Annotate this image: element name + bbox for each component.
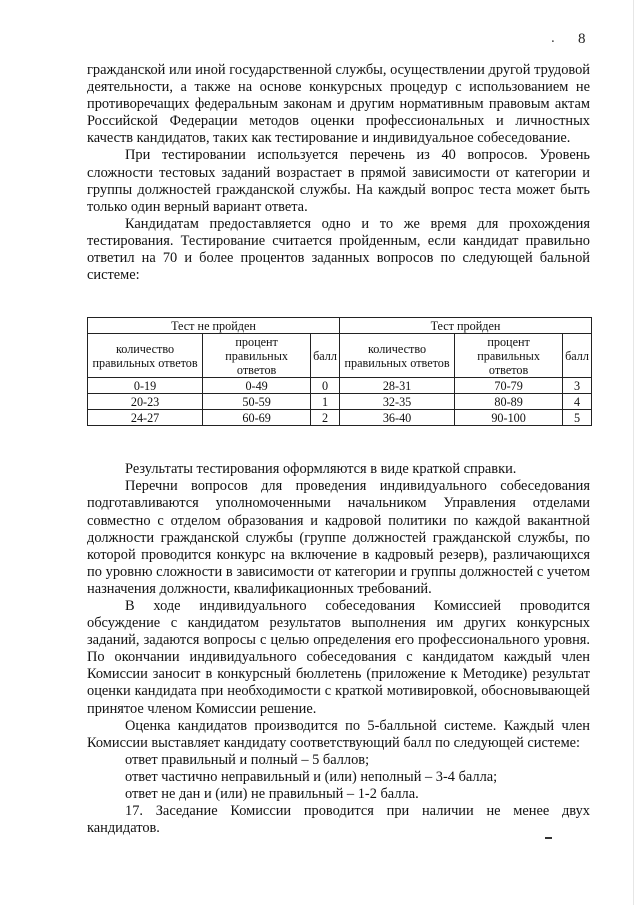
- table-group-passed: Тест пройден: [339, 318, 591, 334]
- paragraph-candidates-time: Кандидатам предоставляется одно и то же время для прохождения тестирования. Тестирование считается пройденным, если кандидат правильно ответил на 70 и более процентов заданных вопросов по следующей бальной системе:: [87, 215, 590, 284]
- table-cell: 0: [311, 378, 340, 394]
- table-cell: 28-31: [339, 378, 454, 394]
- paragraph-interview: В ходе индивидуального собеседования Комиссией проводится обсуждение с кандидатом результатов выполнения им других конкурсных заданий, задаются вопросы с целью определения его профессионального уровня. По окончании индивидуального собеседования с кандидатом каждый член Комиссии заносит в конкурсный бюллетень (приложение к Методике) результат оценки кандидата при необходимости с краткой мотивировкой, обосновывающей принятое членом Комиссии решение.: [87, 597, 590, 717]
- col-count-failed: количество правильных ответов: [88, 334, 203, 378]
- table-cell: 60-69: [203, 410, 311, 426]
- col-score-failed: балл: [311, 334, 340, 378]
- table-cell: 70-79: [455, 378, 563, 394]
- table-cell: 2: [311, 410, 340, 426]
- table-cell: 0-49: [203, 378, 311, 394]
- table-row: [88, 378, 592, 394]
- table-row: [88, 394, 592, 410]
- table-cell: 0-19: [88, 378, 203, 394]
- paragraph-question-lists: Перечни вопросов для проведения индивидуального собеседования подготавливаются уполномоченными начальником Управления отделами совместно с отделом образования и кадровой политики по каждой вакантной должности гражданской службы (группе должностей гражданской службы, по которой проводится конкурс на включение в кадровый резерв), различающихся по уровню сложности в зависимости от категории и группы должностей с учетом назначения должности, квалификационных требований.: [87, 478, 590, 597]
- table-cell: 90-100: [455, 410, 563, 426]
- list-item: ответ правильный и полный – 5 баллов;: [125, 751, 370, 768]
- table-row: [88, 410, 592, 426]
- table-cell: 3: [563, 378, 592, 394]
- table-group-failed: Тест не пройден: [88, 318, 340, 334]
- table-cell: 50-59: [203, 394, 311, 410]
- col-percent-passed: процент правильных ответов: [455, 334, 563, 378]
- page-number: 8: [578, 31, 586, 47]
- col-percent-failed: процент правильных ответов: [203, 334, 311, 378]
- document-body: [87, 62, 590, 837]
- paragraph-testing: При тестировании используется перечень из 40 вопросов. Уровень сложности тестовых заданий возрастает в прямой зависимости от категории и группы должностей гражданской службы. На каждый вопрос теста может быть только один верный вариант ответа.: [87, 147, 590, 215]
- paragraph-results: Результаты тестирования оформляются в виде краткой справки.: [125, 461, 517, 478]
- paragraph-evaluation: Оценка кандидатов производится по 5-балльной системе. Каждый член Комиссии выставляет кандидату соответствующий балл по следующей системе:: [87, 717, 590, 751]
- list-item: ответ частично неправильный и (или) неполный – 3-4 балла;: [125, 768, 498, 785]
- page-dot: .: [551, 30, 555, 46]
- table-cell: 4: [563, 394, 592, 410]
- table-cell: 80-89: [455, 394, 563, 410]
- paragraph-item-17: 17. Заседание Комиссии проводится при наличии не менее двух кандидатов.: [87, 803, 590, 837]
- table-cell: 20-23: [88, 394, 203, 410]
- scoring-table: [87, 317, 592, 426]
- table-cell: 36-40: [339, 410, 454, 426]
- list-item: ответ не дан и (или) не правильный – 1-2 балла.: [125, 786, 419, 802]
- table-cell: 1: [311, 394, 340, 410]
- paragraph-continuation: гражданской или иной государственной службы, осуществлении другой трудовой деятельности, а также на основе конкурсных процедур с использованием не противоречащих федеральным законам и другим нормативным правовым актам Российской Федерации методов оценки профессиональных и личностных качеств кандидатов, таких как тестирование и индивидуальное собеседование.: [87, 62, 590, 147]
- table-cell: 5: [563, 410, 592, 426]
- col-score-passed: балл: [563, 334, 592, 378]
- col-count-passed: количество правильных ответов: [339, 334, 454, 378]
- scan-mark: [545, 837, 552, 839]
- table-cell: 24-27: [88, 410, 203, 426]
- scan-edge: [633, 0, 634, 905]
- table-cell: 32-35: [339, 394, 454, 410]
